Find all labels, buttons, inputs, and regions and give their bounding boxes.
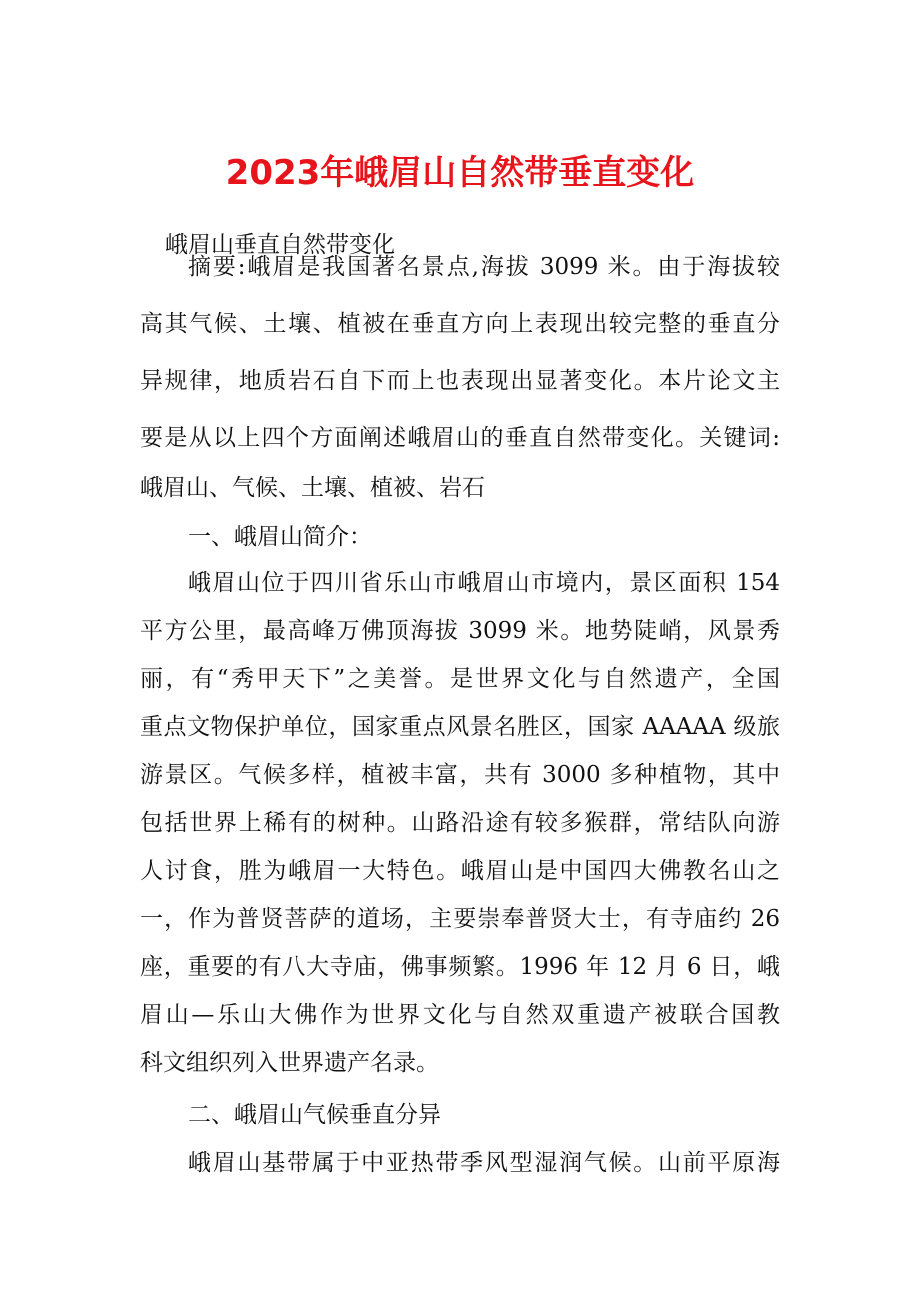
paragraph-line: 平方公里，最高峰万佛顶海拔 3099 米。地势陡峭，风景秀: [140, 618, 780, 644]
paragraph-line: 游景区。气候多样，植被丰富，共有 3000 多种植物，其中: [140, 762, 780, 788]
document-subtitle: 峨眉山垂直自然带变化: [165, 232, 395, 258]
paragraph-line: 人讨食，胜为峨眉一大特色。峨眉山是中国四大佛教名山之: [140, 858, 780, 884]
paragraph-line: 峨眉山位于四川省乐山市峨眉山市境内，景区面积 154: [188, 570, 780, 596]
paragraph-line: 要是从以上四个方面阐述峨眉山的垂直自然带变化。关键词:: [140, 425, 780, 451]
paragraph-line: 峨眉山基带属于中亚热带季风型湿润气候。山前平原海: [188, 1150, 780, 1176]
paragraph-line: 座，重要的有八大寺庙，佛事频繁。1996 年 12 月 6 日，峨: [140, 954, 780, 980]
paragraph-line: 重点文物保护单位，国家重点风景名胜区，国家 AAAAA 级旅: [140, 714, 780, 740]
document-title: 2023年峨眉山自然带垂直变化: [225, 153, 695, 193]
paragraph-line: 异规律，地质岩石自下而上也表现出显著变化。本片论文主: [140, 368, 780, 394]
paragraph-line: 眉山—乐山大佛作为世界文化与自然双重遗产被联合国教: [140, 1002, 780, 1028]
paragraph-line: 摘要:峨眉是我国著名景点,海拔 3099 米。由于海拔较: [188, 254, 780, 280]
paragraph-line: 包括世界上稀有的树种。山路沿途有较多猴群，常结队向游: [140, 810, 780, 836]
paragraph-line: 科文组织列入世界遗产名录。: [140, 1050, 439, 1076]
paragraph-line: 一，作为普贤菩萨的道场，主要崇奉普贤大士，有寺庙约 26: [140, 906, 780, 932]
section-heading: 二、峨眉山气候垂直分异: [188, 1102, 441, 1128]
paragraph-line: 丽，有“秀甲天下”之美誉。是世界文化与自然遗产，全国: [140, 666, 780, 692]
section-heading: 一、峨眉山简介：: [188, 524, 372, 550]
paragraph-line: 峨眉山、气候、土壤、植被、岩石: [140, 475, 485, 501]
paragraph-line: 高其气候、土壤、植被在垂直方向上表现出较完整的垂直分: [140, 311, 780, 337]
